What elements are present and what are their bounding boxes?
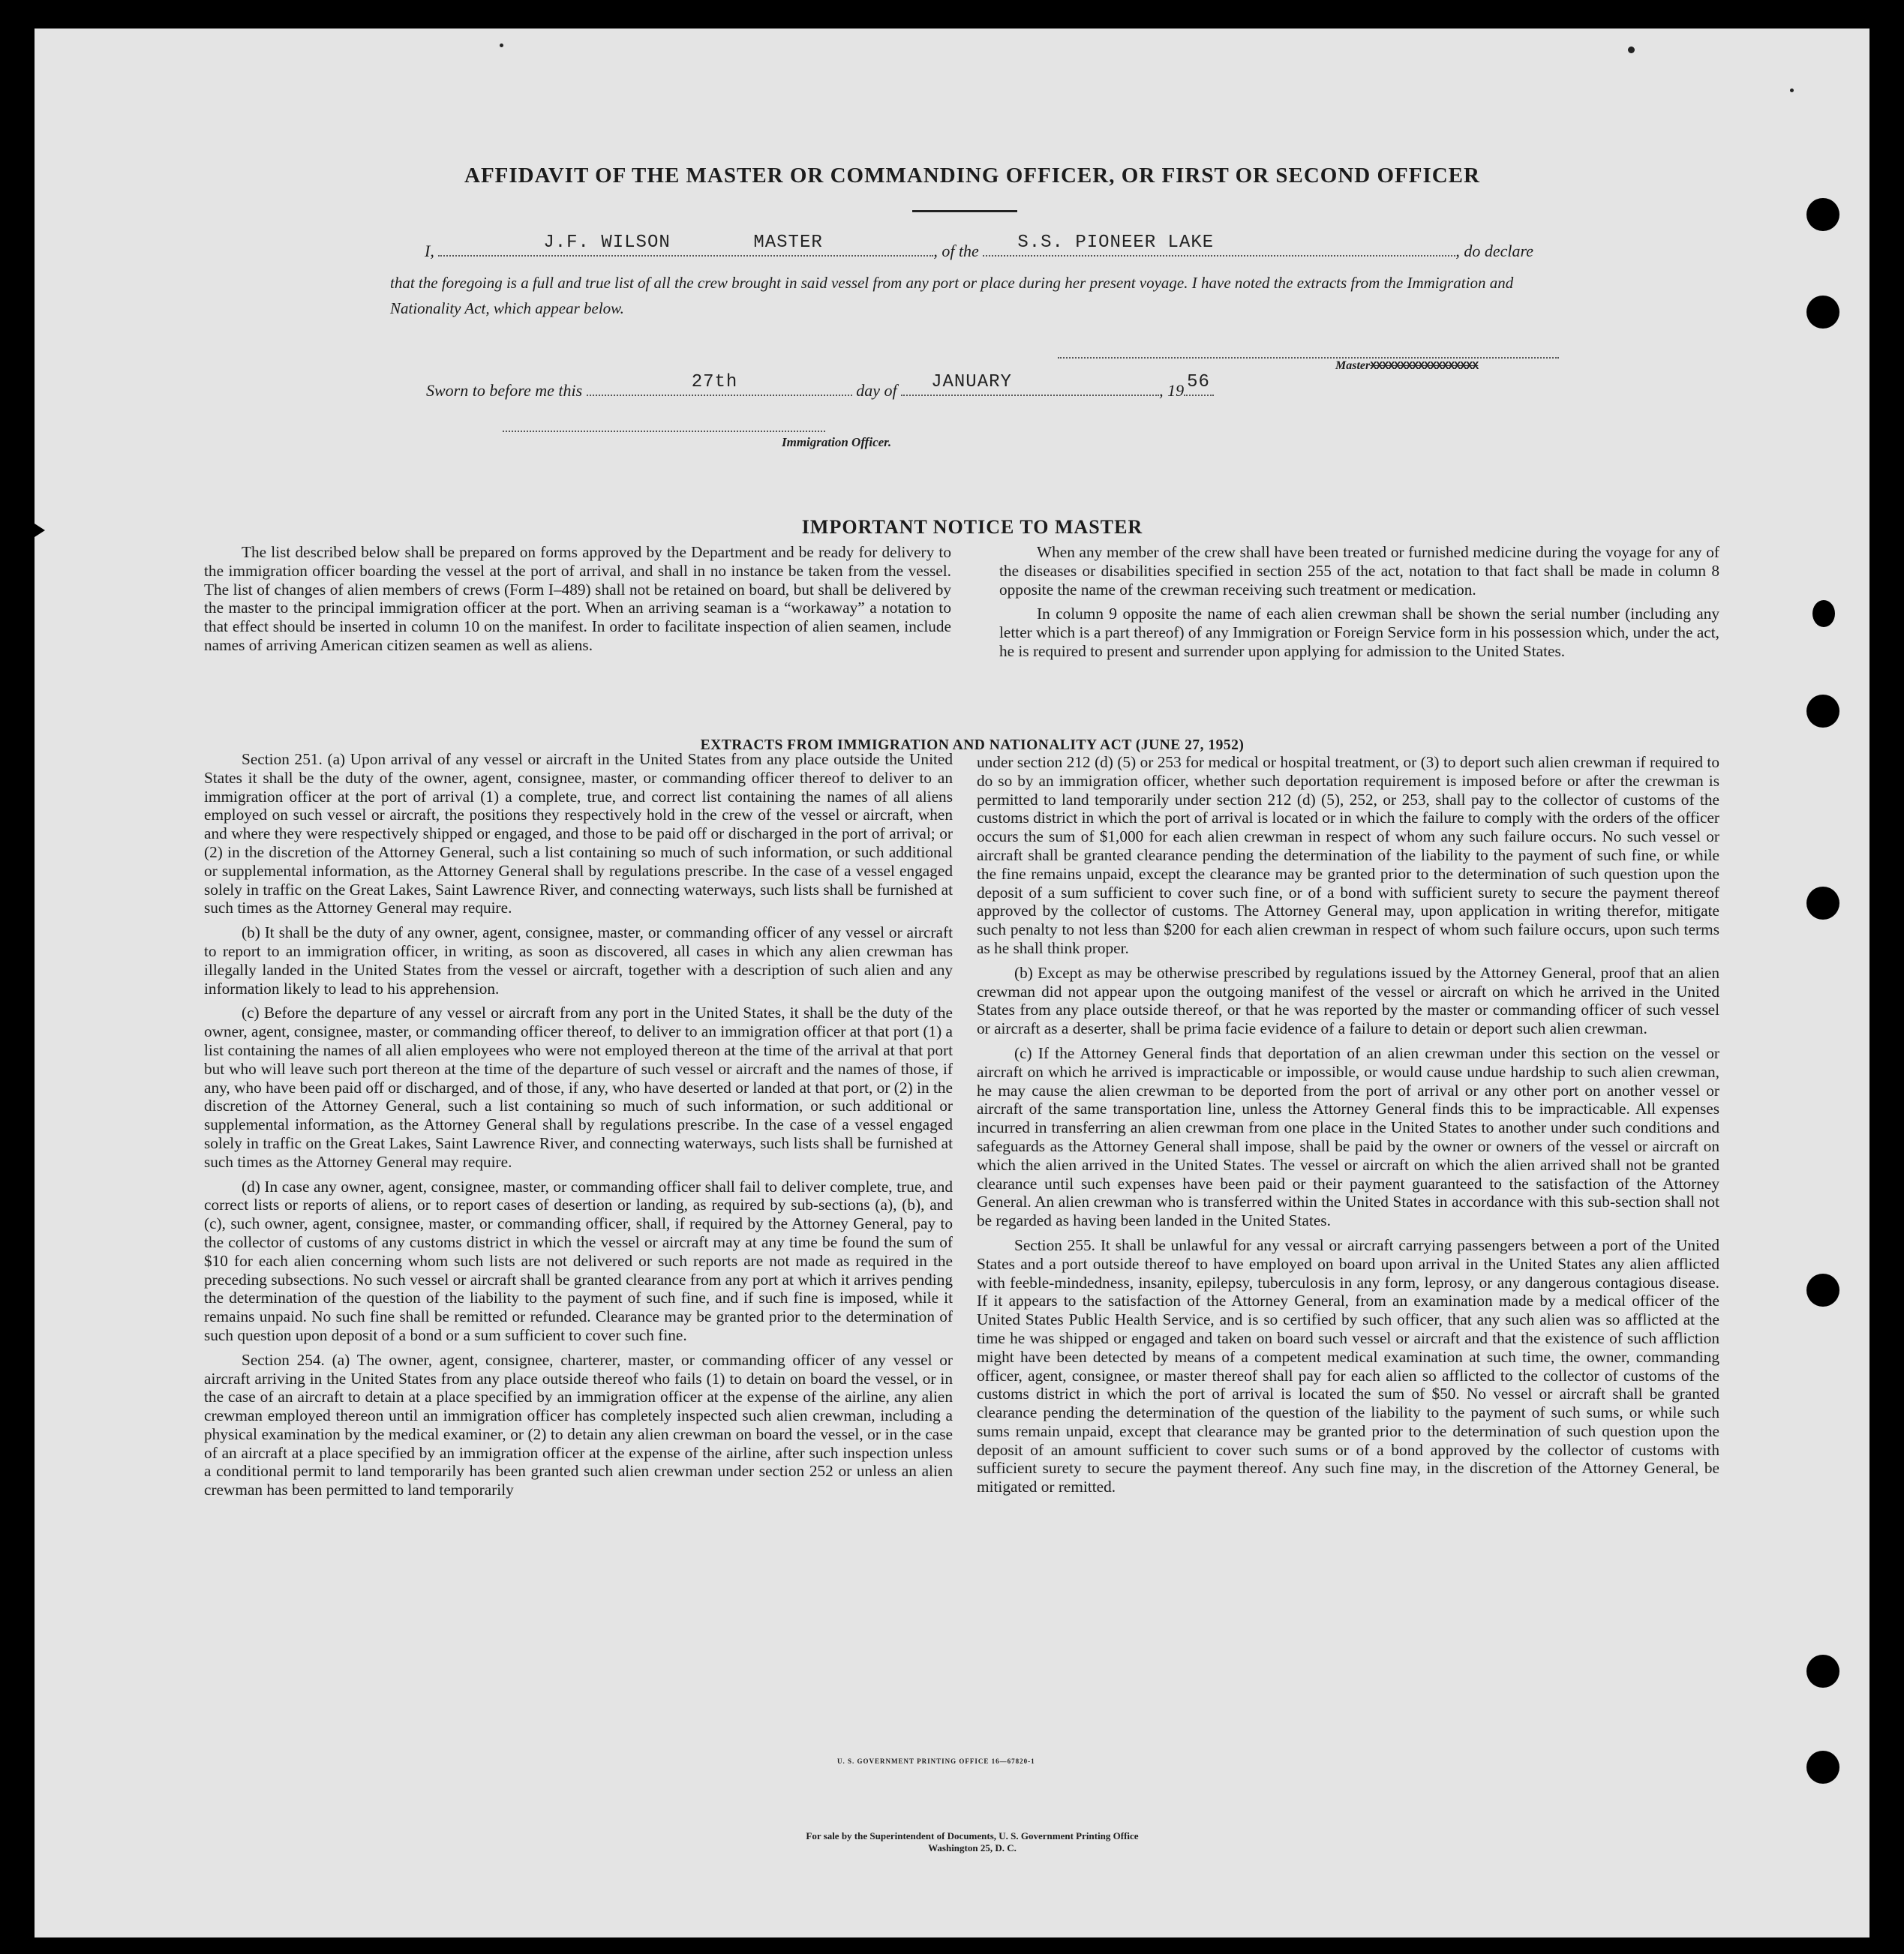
year-field <box>1184 372 1214 396</box>
affidavit-title: AFFIDAVIT OF THE MASTER OR COMMANDING OFFICER, OR FIRST OR SECOND OFFICER <box>464 164 1480 188</box>
section-paragraph: Section 251. (a) Upon arrival of any vessel or aircraft in the United States from any place outside the United States it shall be the duty of the owner, agent, consignee, master, or commanding officer thereof to deliver to an immigration officer at the port of arrival (1) a complete, true, and correct list containing the names of all aliens employed on such vessel or aircraft, the positions they respectively hold in the crew of the vessel or aircraft, when and where they were respectively shipped or engaged, and those to be paid off or discharged in the port of arrival; or (2) in the discretion of the Attorney General, such a list containing so much of such information, or such additional or supplemental information, as the Attorney General shall by regulations prescribe. In the case of a vessel engaged solely in traffic on the Great Lakes, Saint Lawrence River, and connecting waterways, such lists shall be furnished at such times as the Attorney General may require. <box>204 750 953 917</box>
declaration-statement: that the foregoing is a full and true list of all the crew brought in said vessel from any port or place during her present voyage. I have noted the extracts from the Immigration and Nationality Act, which appear below. <box>390 274 1514 317</box>
notice-paragraph: When any member of the crew shall have been treated or furnished medicine during the voyage for any of the diseases or disabilities specified in section 255 of the act, notation to that fact shall be made in column 8 opposite the name of the crewman receiving such treatment or medication. <box>999 543 1719 599</box>
master-signature-label <box>1335 359 1478 373</box>
sworn-label: Sworn to before me this <box>426 381 583 400</box>
printing-office-imprint: U. S. GOVERNMENT PRINTING OFFICE 16—67820-1 <box>837 1757 1035 1765</box>
day-value: 27th <box>691 372 738 392</box>
vessel-field <box>983 233 1455 257</box>
i-label: I, <box>425 242 434 260</box>
day-of-label: day of <box>856 381 897 400</box>
punch-hole <box>1806 1274 1839 1307</box>
month-value: JANUARY <box>931 372 1012 392</box>
master-label: Master <box>1335 359 1371 372</box>
extracts-title: EXTRACTS FROM IMMIGRATION AND NATIONALITY ACT (JUNE 27, 1952) <box>700 737 1245 753</box>
officer-signature-line <box>503 431 825 432</box>
extracts-right-column <box>977 747 1719 1496</box>
sale-notice <box>35 1830 1904 1854</box>
section-paragraph: (b) It shall be the duty of any owner, agent, consignee, master, or commanding officer of any vessel or aircraft to report to an immigration officer, in writing, as soon as discovered, all cases in which any alien crewman has illegally landed in the United States from the vessel or aircraft, together with a description of such alien and any information likely to lead to his apprehension. <box>204 923 953 998</box>
sworn-line <box>426 372 1214 401</box>
sale-line-2: Washington 25, D. C. <box>928 1842 1017 1853</box>
notice-right-column <box>999 543 1719 661</box>
month-field <box>901 372 1159 396</box>
notice-title: IMPORTANT NOTICE TO MASTER <box>801 516 1143 538</box>
officer-label: Immigration Officer. <box>782 435 892 449</box>
punch-hole <box>1806 1655 1839 1688</box>
declaration-line <box>425 233 1533 261</box>
punch-hole <box>1806 296 1839 329</box>
notice-left-column <box>204 543 951 655</box>
punch-hole <box>1806 887 1839 920</box>
master-rank: MASTER <box>753 233 823 253</box>
ink-speck <box>1790 89 1794 92</box>
vessel-name: S.S. PIONEER LAKE <box>1017 233 1215 253</box>
extracts-left-column <box>204 744 953 1499</box>
notice-paragraph: In column 9 opposite the name of each alien crewman shall be shown the serial number (including any letter which is a part thereof) of any Immigration or Foreign Service form in his possession which, under the act, he is required to present and surrender upon applying for admission to the United States. <box>999 605 1719 660</box>
year-prefix: , 19 <box>1159 381 1185 400</box>
section-paragraph: (d) In case any owner, agent, consignee, master, or commanding officer shall fail to deliver complete, true, and correct lists or reports of aliens, or to report cases of desertion or landing, as required by sub-sections (a), (b), and (c), such owner, agent, consignee, master, or commanding officer, shall, if required by the Attorney General, pay to the collector of customs of any customs district in which the vessel or aircraft may at any time be found the sum of $10 for each alien concerning whom such lists are not delivered or such reports are not made as required in the preceding subsections. No such vessel or aircraft shall be granted clearance from any port at which it arrives pending the determination of the question of the liability to the payment of such fine, and if such fine is imposed, while it remains unpaid. No such fine shall be remitted or refunded. Clearance may be granted prior to the determination of such question upon deposit of a bond or a sum sufficient to cover such fine. <box>204 1177 953 1344</box>
document-page <box>35 29 1869 1937</box>
sale-line-1: For sale by the Superintendent of Documents, U. S. Government Printing Office <box>806 1830 1139 1841</box>
section-paragraph: (c) If the Attorney General finds that deportation of an alien crewman under this section on the vessel or aircraft on which he arrived is impracticable or impossible, or would cause undue hardship to such alien crewman, he may cause the alien crewman to be deported from the port of arrival or any other port on another vessel or aircraft of the same transportation line, unless the Attorney General finds this to be impracticable. All expenses incurred in transferring an alien crewman from one place in the United States to another under such conditions and safeguards as the Attorney General shall impose, shall be paid by the owner or owners of the vessel or aircraft on which the alien arrived in the United States. The vessel or aircraft on which the alien arrived shall not be granted clearance until such expenses have been paid or their payment guaranteed to the satisfaction of the Attorney General. An alien crewman who is transferred within the United States in accordance with this sub-section shall not be regarded as having been landed in the United States. <box>977 1043 1719 1230</box>
of-the-label: , of the <box>933 242 979 260</box>
punch-hole <box>1806 1751 1839 1784</box>
do-declare-label: , do declare <box>1455 242 1533 260</box>
notice-paragraph: The list described below shall be prepared on forms approved by the Department and be ready for delivery to the immigration officer boarding the vessel at the port of arrival, and shall in no instance be taken from the vessel. The list of changes of alien members of crews (Form I–489) shall not be retained on board, but shall be delivered by the master to the principal immigration officer at the port. When an arriving seaman is a “workaway” a notation to that effect should be inserted in column 10 on the manifest. In order to facilitate inspection of alien seamen, include names of arriving American citizen seamen as well as aliens. <box>204 543 951 654</box>
section-paragraph: (c) Before the departure of any vessel or aircraft from any port in the United States, it shall be the duty of the owner, agent, consignee, master, or commanding officer thereof, to deliver to an immigration officer at that port (1) a list containing the names of all alien employees who were not employed thereon at the time of the arrival at that port but who will leave such port thereon at the time of the departure of such vessel or aircraft and the names of those, if any, who have been paid off or discharged, and of those, if any, who have deserted or landed at that port, or (2) in the discretion of the Attorney General, such a list containing so much of such information, or such additional or supplemental information, as the Attorney General shall by regulations prescribe. In the case of a vessel engaged solely in traffic on the Great Lakes, Saint Lawrence River, and connecting waterways, such lists shall be furnished at such times as the Attorney General may require. <box>204 1004 953 1171</box>
year-value: 56 <box>1187 372 1210 392</box>
punch-hole <box>1806 198 1839 231</box>
ink-speck <box>500 44 503 47</box>
name-field <box>438 233 933 257</box>
section-paragraph: (b) Except as may be otherwise prescribed by regulations issued by the Attorney General, proof that an alien crewman did not appear upon the outgoing manifest of the vessel or aircraft on which he arrived in the United States from any place outside thereof, or that he was reported by the master or commanding officer of such vessel or aircraft as a deserter, shall be prima facie evidence of a failure to detain or deport such alien crewman. <box>977 963 1719 1038</box>
struck-out-titles: XXXXXXXXXXXXXXXXXX <box>1370 360 1479 373</box>
section-paragraph: under section 212 (d) (5) or 253 for medical or hospital treatment, or (3) to deport such alien crewman if required to do so by an immigration officer, whether such deportation requirement is imposed before or after the crewman is permitted to land temporarily under section 212 (d) (5), 252, or 253, shall pay to the collector of customs of the customs district in which the port of arrival is located or in which the failure to comply with the orders of the officer occurs the sum of $1,000 for each alien crewman in respect of whom any such failure occurs. No such vessel or aircraft shall be granted clearance pending the determination of the liability to the payment of such fine, or while the fine remains unpaid, except the clearance may be granted prior to the determination of such question upon the deposit of a sum sufficient to cover such fine, or of a bond with sufficient surety to secure the payment thereof approved by the collector of customs. The Attorney General may, upon application in writing therefor, mitigate such penalty to not less than $200 for each alien crewman in respect of whom such failure occurs, upon such terms as he shall think proper. <box>977 753 1719 957</box>
punch-hole <box>1812 600 1835 627</box>
punch-hole <box>1806 695 1839 728</box>
section-paragraph: Section 254. (a) The owner, agent, consignee, charterer, master, or commanding officer of any vessel or aircraft arriving in the United States from any place outside thereof who fails (1) to detain on board the vessel, or in the case of an aircraft to detain at a place specified by an immigration officer at the expense of the airline, any alien crewman employed thereon until an immigration officer has completely inspected such alien crewman, including a physical examination by the medical examiner, or (2) to detain any alien crewman on board the vessel, or in the case of an aircraft at a place specified by an immigration officer at the expense of the airline, after such inspection unless a conditional permit to land temporarily has been granted such alien crewman under section 252 or unless an alien crewman has been permitted to land temporarily <box>204 1350 953 1499</box>
title-rule <box>912 210 1017 212</box>
master-signature-line <box>1058 357 1559 359</box>
master-name: J.F. WILSON <box>543 233 671 253</box>
section-paragraph: Section 255. It shall be unlawful for any vessal or aircraft carrying passengers between a port of the United States and a port outside thereof to have employed on board upon arrival in the United States any alien afflicted with feeble-mindedness, insanity, epilepsy, tuberculosis in any form, leprosy, or any dangerous contagious disease. If it appears to the satisfaction of the Attorney General, from an examination made by a medical officer of the United States Public Health Service, and is so certified by such officer, that any such alien was so afflicted at the time he was shipped or engaged and taken on board such vessel or aircraft and that the existence of such affliction might have been detected by means of a competent medical examination at such time, the owner, commanding officer, agent, consignee, or master thereof shall pay for each alien so afflicted to the collector of customs of the customs district in which the port of arrival is located the sum of $50. No vessel or aircraft shall be granted clearance pending the determination of the question of the liability to the payment of such sums, or while such sums remain unpaid, except that clearance may be granted prior to the determination of such question upon the deposit of an amount sufficient to cover such sums or of a bond approved by the collector of customs with sufficient surety to secure the payment thereof. Any such fine may, in the discretion of the Attorney General, be mitigated or remitted. <box>977 1235 1719 1496</box>
day-field <box>587 372 852 396</box>
ink-speck <box>1628 47 1635 53</box>
